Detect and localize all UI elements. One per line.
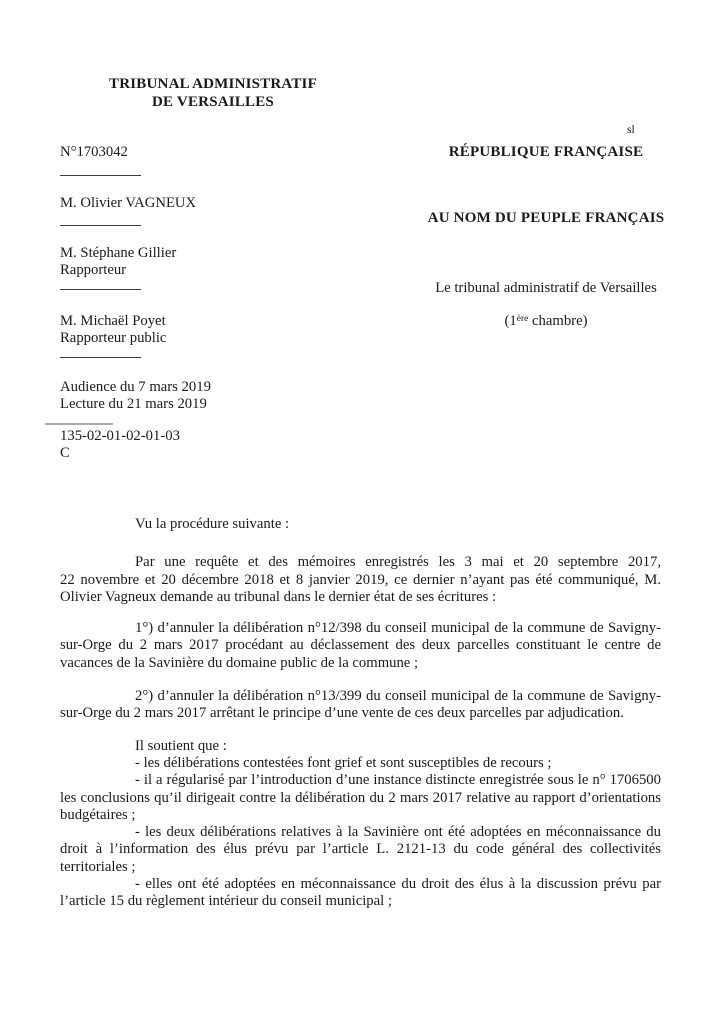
rapporteur-name: M. Stéphane Gillier <box>60 245 177 261</box>
motto-heading: AU NOM DU PEUPLE FRANÇAIS <box>427 210 665 226</box>
classification-rule <box>45 423 113 425</box>
classification-letter: C <box>60 445 70 461</box>
argument-3: - les deux délibérations relatives à la Savinière ont été adoptées en méconnaissance du droit à l’information des élus prévu par l’article L. 2121-13 du code général des collectivités territoriales ; <box>60 824 661 875</box>
chamber-post: chambre) <box>528 313 588 329</box>
separator-rule <box>60 289 141 290</box>
republic-heading: RÉPUBLIQUE FRANÇAISE <box>448 144 644 160</box>
procedure-intro: Vu la procédure suivante : <box>135 516 290 532</box>
arguments-intro: Il soutient que : <box>135 737 227 754</box>
chamber-pre: (1 <box>504 313 517 329</box>
argument-1: - les délibérations contestées font grief et sont susceptibles de recours ; <box>135 754 552 771</box>
rapporteur-public-block <box>60 313 166 347</box>
court-name <box>62 76 364 111</box>
classification-block <box>60 428 180 462</box>
claim-2: 2°) d’annuler la délibération n°13/399 du conseil municipal de la commune de Savigny-sur-Orge du 2 mars 2017 arrêtant le principe d’une vente de ces deux parcelles par adjudication. <box>60 688 661 722</box>
judgment-body <box>60 516 661 911</box>
rapporteur-public-title: Rapporteur public <box>60 330 167 346</box>
argument-2: - il a régularisé par l’introduction d’une instance distincte enregistrée sous le n° 1706500 les conclusions qu’il dirigeait contre la délibération du 2 mars 2017 relative au rapport d’orientations budgétaires ; <box>60 772 661 823</box>
chamber-superscript: ère <box>516 314 529 324</box>
tribunal-intro-line: Le tribunal administratif de Versailles <box>435 280 657 296</box>
audience-date: Audience du 7 mars 2019 <box>60 379 211 395</box>
claim-1: 1°) d’annuler la délibération n°12/398 du conseil municipal de la commune de Savigny-sur-Orge du 2 mars 2017 procédant au déclassement des deux parcelles constituant le centre de vacances de la Savinière du domaine public de la commune ; <box>60 620 661 671</box>
separator-rule <box>60 225 141 226</box>
rapporteur-title: Rapporteur <box>60 262 127 278</box>
separator-rule <box>60 357 141 358</box>
court-name-line1: TRIBUNAL ADMINISTRATIF <box>109 76 317 92</box>
separator-rule <box>60 175 141 176</box>
rapporteur-block <box>60 245 176 279</box>
request-paragraph: Par une requête et des mémoires enregistrés les 3 mai et 20 septembre 2017, 22 novembre et 20 décembre 2018 et 8 janvier 2019, ce dernier n’ayant pas été communiqué, M. Olivier Vagneux demande au tribunal dans le dernier état de ses écritures : <box>60 554 661 605</box>
margin-annotation: sl <box>627 124 635 136</box>
petitioner-name: M. Olivier VAGNEUX <box>60 195 197 211</box>
classification-code: 135-02-01-02-01-03 <box>60 428 180 444</box>
chamber-line <box>396 313 696 330</box>
argument-4: - elles ont été adoptées en méconnaissance du droit des élus à la discussion prévu par l’article 15 du règlement intérieur du conseil municipal ; <box>60 876 661 910</box>
court-name-line2: DE VERSAILLES <box>152 93 274 110</box>
rapporteur-public-name: M. Michaël Poyet <box>60 313 166 329</box>
case-number: N°1703042 <box>60 144 128 160</box>
hearing-dates-block <box>60 379 211 413</box>
lecture-date: Lecture du 21 mars 2019 <box>60 396 207 412</box>
